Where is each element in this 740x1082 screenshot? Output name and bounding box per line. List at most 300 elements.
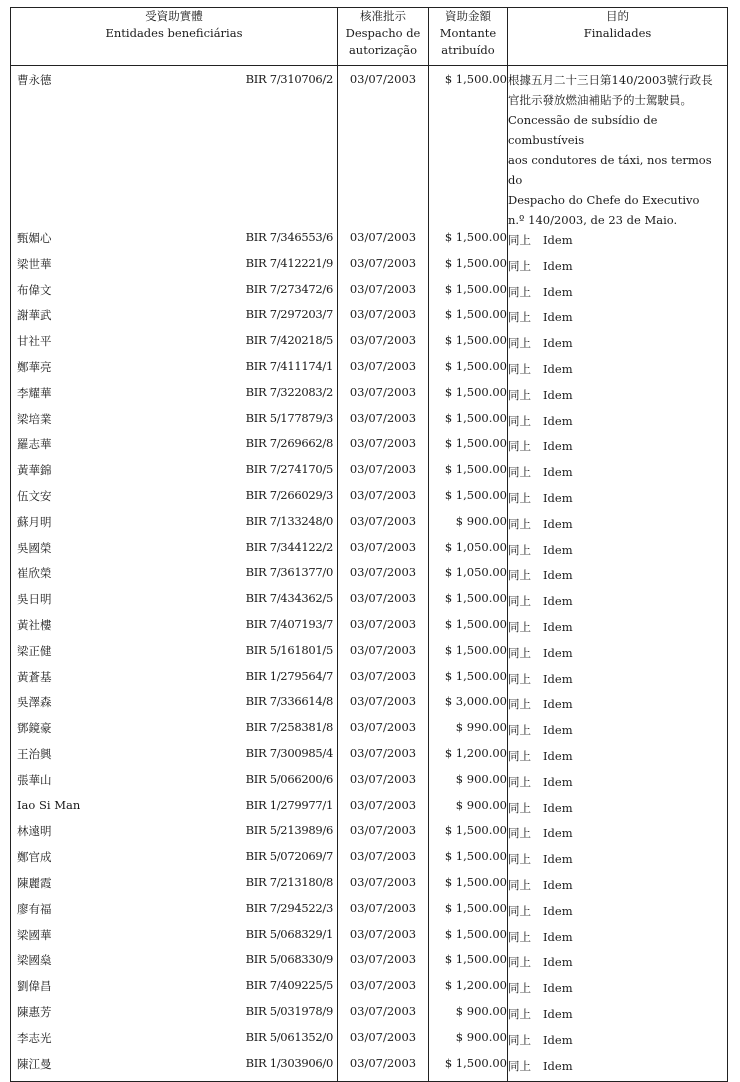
entity-cell	[11, 436, 338, 462]
idem-zh: 同上	[508, 671, 531, 686]
despacho-date: 03/07/2003	[338, 772, 429, 798]
beneficiary-name: 甘社平	[17, 334, 52, 349]
idem-zh: 同上	[508, 955, 531, 970]
amount: $ 1,500.00	[429, 669, 508, 695]
idem-pt: Idem	[543, 310, 573, 325]
entity-cell	[11, 488, 338, 514]
entity-cell	[11, 643, 338, 669]
amount: $ 1,500.00	[429, 256, 508, 282]
bir-number: BIR 7/258381/8	[245, 720, 333, 735]
table-row	[11, 359, 728, 385]
beneficiary-name: 鄭華亮	[17, 359, 52, 374]
beneficiary-name: 陳江曼	[17, 1056, 52, 1071]
amount: $ 1,500.00	[429, 359, 508, 385]
purpose-pt-2: aos condutores de táxi, nos termos do	[508, 153, 712, 187]
idem-pt: Idem	[543, 490, 573, 505]
beneficiary-name: 吳日明	[17, 592, 52, 607]
bir-number: BIR 7/310706/2	[245, 72, 333, 86]
entity-cell	[11, 1004, 338, 1030]
despacho-date: 03/07/2003	[338, 901, 429, 927]
entity-cell	[11, 256, 338, 282]
purpose-cell	[508, 591, 728, 617]
idem-zh: 同上	[508, 336, 531, 351]
table-row	[11, 230, 728, 256]
purpose-cell	[508, 669, 728, 695]
idem-pt: Idem	[543, 1006, 573, 1021]
despacho-date: 03/07/2003	[338, 333, 429, 359]
bir-number: BIR 5/031978/9	[245, 1003, 333, 1018]
purpose-cell	[508, 694, 728, 720]
beneficiary-name: 鄭官成	[17, 850, 52, 865]
purpose-cell	[508, 875, 728, 901]
purpose-cell	[508, 643, 728, 669]
despacho-date: 03/07/2003	[338, 256, 429, 282]
table-row	[11, 333, 728, 359]
purpose-cell	[508, 411, 728, 437]
despacho-date: 03/07/2003	[338, 669, 429, 695]
entity-cell	[11, 1056, 338, 1082]
table-row	[11, 798, 728, 824]
amount: $ 1,500.00	[429, 875, 508, 901]
entity-cell	[11, 669, 338, 695]
bir-number: BIR 7/411174/1	[245, 358, 333, 373]
table-row	[11, 1056, 728, 1082]
idem-zh: 同上	[508, 852, 531, 867]
idem-pt: Idem	[543, 387, 573, 402]
beneficiary-name: 廖有福	[17, 901, 52, 916]
purpose-pt-4: n.º 140/2003, de 23 de Maio.	[508, 213, 678, 227]
beneficiary-name: 甄媚心	[17, 231, 52, 245]
bir-number: BIR 5/177879/3	[245, 410, 333, 425]
idem-zh: 同上	[508, 490, 531, 505]
idem-zh: 同上	[508, 877, 531, 892]
despacho-date: 03/07/2003	[338, 488, 429, 514]
bir-number: BIR 7/322083/2	[245, 384, 333, 399]
bir-number: BIR 7/133248/0	[245, 513, 333, 528]
despacho-date: 03/07/2003	[338, 617, 429, 643]
beneficiary-name: 謝華武	[17, 308, 52, 323]
beneficiary-name: 羅志華	[17, 437, 52, 452]
idem-zh: 同上	[508, 826, 531, 841]
beneficiary-name: 梁國華	[17, 927, 52, 942]
idem-zh: 同上	[508, 697, 531, 712]
idem-pt: Idem	[543, 826, 573, 841]
beneficiary-name: 黃蒼基	[17, 669, 52, 684]
amount: $ 1,500.00	[429, 849, 508, 875]
table-row	[11, 1004, 728, 1030]
amount: $ 1,500.00	[429, 823, 508, 849]
table-row	[11, 875, 728, 901]
header-montante-pt-2: atribuído	[441, 43, 495, 57]
purpose-cell	[508, 282, 728, 308]
despacho-date: 03/07/2003	[338, 436, 429, 462]
despacho-date: 03/07/2003	[338, 1004, 429, 1030]
idem-zh: 同上	[508, 981, 531, 996]
amount: $ 1,500.00	[429, 436, 508, 462]
idem-pt: Idem	[543, 1032, 573, 1047]
idem-pt: Idem	[543, 516, 573, 531]
bir-number: BIR 7/269662/8	[245, 436, 333, 451]
despacho-date: 03/07/2003	[338, 359, 429, 385]
entity-cell	[11, 333, 338, 359]
beneficiary-name: 黃社樓	[17, 617, 52, 632]
idem-zh: 同上	[508, 1006, 531, 1021]
idem-zh: 同上	[508, 387, 531, 402]
idem-pt: Idem	[543, 233, 573, 247]
idem-pt: Idem	[543, 800, 573, 815]
bir-number: BIR 5/213989/6	[245, 823, 333, 838]
beneficiary-name: 陳麗霞	[17, 875, 52, 890]
header-entidades-pt: Entidades beneficiárias	[105, 26, 243, 40]
idem-zh: 同上	[508, 594, 531, 609]
bir-number: BIR 7/409225/5	[245, 978, 333, 993]
idem-pt: Idem	[543, 1058, 573, 1073]
amount: $ 1,500.00	[429, 952, 508, 978]
header-montante-pt-1: Montante	[439, 26, 497, 40]
bir-number: BIR 5/068330/9	[245, 952, 333, 967]
bir-number: BIR 7/274170/5	[245, 462, 333, 477]
idem-pt: Idem	[543, 697, 573, 712]
beneficiary-name: 蘇月明	[17, 514, 52, 529]
beneficiary-name: 陳惠芳	[17, 1004, 52, 1019]
idem-zh: 同上	[508, 774, 531, 789]
table-row	[11, 307, 728, 333]
idem-pt: Idem	[543, 361, 573, 376]
entity-cell	[11, 849, 338, 875]
purpose-cell	[508, 307, 728, 333]
header-fin-pt: Finalidades	[583, 26, 652, 40]
bir-number: BIR 7/434362/5	[245, 591, 333, 606]
purpose-cell	[508, 1056, 728, 1082]
entity-cell	[11, 282, 338, 308]
amount: $ 3,000.00	[429, 694, 508, 720]
bir-number: BIR 7/294522/3	[245, 900, 333, 915]
amount: $ 1,050.00	[429, 565, 508, 591]
despacho-date: 03/07/2003	[338, 385, 429, 411]
table-row	[11, 540, 728, 566]
table-row	[11, 643, 728, 669]
amount: $ 990.00	[429, 720, 508, 746]
despacho-date: 03/07/2003	[338, 823, 429, 849]
bir-number: BIR 5/061352/0	[245, 1029, 333, 1044]
purpose-cell	[508, 514, 728, 540]
beneficiaries-table	[10, 7, 728, 1082]
purpose-cell	[508, 823, 728, 849]
purpose-cell	[508, 1030, 728, 1056]
beneficiary-name: 伍文安	[17, 488, 52, 503]
beneficiary-name: 黃華錦	[17, 463, 52, 478]
table-row	[11, 488, 728, 514]
amount: $ 1,500.00	[429, 307, 508, 333]
purpose-cell	[508, 746, 728, 772]
despacho-date: 03/07/2003	[338, 875, 429, 901]
bir-number: BIR 7/412221/9	[245, 255, 333, 270]
purpose-cell	[508, 66, 728, 231]
bir-number: BIR 7/407193/7	[245, 616, 333, 631]
purpose-cell	[508, 927, 728, 953]
idem-pt: Idem	[543, 568, 573, 583]
entity-cell	[11, 385, 338, 411]
table-row	[11, 720, 728, 746]
despacho-date: 03/07/2003	[338, 565, 429, 591]
purpose-cell	[508, 720, 728, 746]
idem-zh: 同上	[508, 1032, 531, 1047]
idem-pt: Idem	[543, 774, 573, 789]
idem-pt: Idem	[543, 284, 573, 299]
idem-zh: 同上	[508, 748, 531, 763]
purpose-cell	[508, 849, 728, 875]
despacho-date: 03/07/2003	[338, 694, 429, 720]
amount: $ 1,200.00	[429, 978, 508, 1004]
header-montante-zh: 資助金額	[445, 9, 491, 23]
purpose-cell	[508, 230, 728, 256]
table-row	[11, 694, 728, 720]
entity-cell	[11, 952, 338, 978]
beneficiary-name: 曹永德	[17, 73, 52, 87]
table-row	[11, 823, 728, 849]
idem-zh: 同上	[508, 310, 531, 325]
bir-number: BIR 7/213180/8	[245, 874, 333, 889]
idem-zh: 同上	[508, 361, 531, 376]
idem-pt: Idem	[543, 852, 573, 867]
amount: $ 900.00	[429, 1030, 508, 1056]
table-row	[11, 849, 728, 875]
idem-pt: Idem	[543, 748, 573, 763]
entity-cell	[11, 901, 338, 927]
idem-zh: 同上	[508, 903, 531, 918]
despacho-date: 03/07/2003	[338, 978, 429, 1004]
entity-cell	[11, 1030, 338, 1056]
beneficiary-name: 李志光	[17, 1030, 52, 1045]
purpose-zh-2: 官批示發放燃油補貼予的士駕駛員。	[508, 93, 692, 107]
idem-pt: Idem	[543, 439, 573, 454]
idem-pt: Idem	[543, 955, 573, 970]
table-row	[11, 927, 728, 953]
entity-cell	[11, 927, 338, 953]
idem-pt: Idem	[543, 929, 573, 944]
idem-zh: 同上	[508, 619, 531, 634]
despacho-date: 03/07/2003	[338, 411, 429, 437]
entity-cell	[11, 307, 338, 333]
beneficiary-name: 梁培業	[17, 411, 52, 426]
entity-cell	[11, 540, 338, 566]
idem-pt: Idem	[543, 723, 573, 738]
purpose-cell	[508, 256, 728, 282]
amount: $ 1,500.00	[429, 66, 508, 231]
despacho-date: 03/07/2003	[338, 282, 429, 308]
beneficiary-name: 吳澤森	[17, 695, 52, 710]
table-row	[11, 978, 728, 1004]
amount: $ 900.00	[429, 772, 508, 798]
bir-number: BIR 1/279977/1	[245, 797, 333, 812]
amount: $ 1,500.00	[429, 385, 508, 411]
bir-number: BIR 7/297203/7	[245, 307, 333, 322]
amount: $ 1,500.00	[429, 333, 508, 359]
idem-pt: Idem	[543, 336, 573, 351]
entity-cell	[11, 66, 338, 231]
idem-pt: Idem	[543, 619, 573, 634]
table-row	[11, 772, 728, 798]
amount: $ 1,500.00	[429, 901, 508, 927]
amount: $ 1,500.00	[429, 927, 508, 953]
table-row	[11, 617, 728, 643]
entity-cell	[11, 746, 338, 772]
beneficiary-name: Iao Si Man	[17, 797, 81, 812]
amount: $ 1,500.00	[429, 488, 508, 514]
header-despacho-pt-2: autorização	[348, 43, 418, 57]
entity-cell	[11, 462, 338, 488]
despacho-date: 03/07/2003	[338, 514, 429, 540]
despacho-date: 03/07/2003	[338, 643, 429, 669]
idem-zh: 同上	[508, 929, 531, 944]
table-row	[11, 514, 728, 540]
table-row	[11, 952, 728, 978]
entity-cell	[11, 772, 338, 798]
purpose-cell	[508, 1004, 728, 1030]
bir-number: BIR 1/279564/7	[245, 668, 333, 683]
idem-zh: 同上	[508, 233, 531, 247]
purpose-pt-3: Despacho do Chefe do Executivo	[508, 193, 700, 207]
despacho-date: 03/07/2003	[338, 952, 429, 978]
purpose-cell	[508, 798, 728, 824]
table-row	[11, 1030, 728, 1056]
idem-zh: 同上	[508, 723, 531, 738]
purpose-cell	[508, 617, 728, 643]
despacho-date: 03/07/2003	[338, 66, 429, 231]
despacho-date: 03/07/2003	[338, 849, 429, 875]
amount: $ 1,500.00	[429, 1056, 508, 1082]
table-row	[11, 591, 728, 617]
despacho-date: 03/07/2003	[338, 307, 429, 333]
purpose-cell	[508, 952, 728, 978]
idem-zh: 同上	[508, 284, 531, 299]
purpose-cell	[508, 978, 728, 1004]
header-entidades-zh: 受資助實體	[145, 9, 203, 23]
header-despacho-pt-1: Despacho de	[345, 26, 421, 40]
idem-pt: Idem	[543, 258, 573, 273]
purpose-cell	[508, 462, 728, 488]
beneficiary-name: 鄧鏡豪	[17, 721, 52, 736]
table-row	[11, 411, 728, 437]
despacho-date: 03/07/2003	[338, 1056, 429, 1082]
table-row	[11, 436, 728, 462]
purpose-cell	[508, 565, 728, 591]
entity-cell	[11, 978, 338, 1004]
beneficiary-name: 梁世華	[17, 256, 52, 271]
table-row	[11, 669, 728, 695]
bir-number: BIR 7/420218/5	[245, 333, 333, 348]
bir-number: BIR 5/161801/5	[245, 642, 333, 657]
beneficiary-name: 吳國榮	[17, 540, 52, 555]
despacho-date: 03/07/2003	[338, 927, 429, 953]
amount: $ 1,500.00	[429, 411, 508, 437]
bir-number: BIR 7/361377/0	[245, 565, 333, 580]
entity-cell	[11, 565, 338, 591]
amount: $ 900.00	[429, 798, 508, 824]
idem-zh: 同上	[508, 568, 531, 583]
bir-number: BIR 5/068329/1	[245, 926, 333, 941]
header-fin-zh: 目的	[606, 9, 629, 23]
purpose-cell	[508, 385, 728, 411]
header-entidades	[11, 8, 338, 66]
idem-pt: Idem	[543, 413, 573, 428]
despacho-date: 03/07/2003	[338, 591, 429, 617]
entity-cell	[11, 591, 338, 617]
entity-cell	[11, 514, 338, 540]
entity-cell	[11, 798, 338, 824]
table-row	[11, 385, 728, 411]
idem-pt: Idem	[543, 671, 573, 686]
purpose-zh-1: 根據五月二十三日第140/2003號行政長	[508, 73, 713, 87]
table-body	[11, 66, 728, 1082]
idem-zh: 同上	[508, 1058, 531, 1073]
entity-cell	[11, 694, 338, 720]
entity-cell	[11, 875, 338, 901]
idem-pt: Idem	[543, 981, 573, 996]
purpose-cell	[508, 488, 728, 514]
beneficiary-name: 王治興	[17, 746, 52, 761]
bir-number: BIR 7/266029/3	[245, 487, 333, 502]
purpose-cell	[508, 436, 728, 462]
entity-cell	[11, 230, 338, 256]
despacho-date: 03/07/2003	[338, 230, 429, 256]
idem-zh: 同上	[508, 413, 531, 428]
bir-number: BIR 7/273472/6	[245, 281, 333, 296]
amount: $ 1,500.00	[429, 591, 508, 617]
amount: $ 1,200.00	[429, 746, 508, 772]
despacho-date: 03/07/2003	[338, 1030, 429, 1056]
purpose-cell	[508, 333, 728, 359]
idem-pt: Idem	[543, 645, 573, 660]
table-row	[11, 462, 728, 488]
table-row	[11, 66, 728, 231]
idem-pt: Idem	[543, 542, 573, 557]
idem-zh: 同上	[508, 439, 531, 454]
despacho-date: 03/07/2003	[338, 798, 429, 824]
purpose-cell	[508, 772, 728, 798]
bir-number: BIR 7/346553/6	[245, 230, 333, 244]
despacho-date: 03/07/2003	[338, 540, 429, 566]
entity-cell	[11, 359, 338, 385]
header-finalidades	[508, 8, 728, 66]
beneficiary-name: 林遠明	[17, 824, 52, 839]
purpose-cell	[508, 540, 728, 566]
table-row	[11, 282, 728, 308]
amount: $ 1,500.00	[429, 643, 508, 669]
table-row	[11, 746, 728, 772]
bir-number: BIR 5/072069/7	[245, 849, 333, 864]
bir-number: BIR 7/300985/4	[245, 745, 333, 760]
table-row	[11, 901, 728, 927]
idem-zh: 同上	[508, 465, 531, 480]
entity-cell	[11, 411, 338, 437]
bir-number: BIR 7/336614/8	[245, 694, 333, 709]
idem-pt: Idem	[543, 594, 573, 609]
amount: $ 900.00	[429, 514, 508, 540]
purpose-cell	[508, 359, 728, 385]
table-row	[11, 565, 728, 591]
amount: $ 1,500.00	[429, 462, 508, 488]
amount: $ 1,500.00	[429, 282, 508, 308]
purpose-pt-1: Concessão de subsídio de combustíveis	[508, 113, 658, 147]
beneficiary-name: 張華山	[17, 772, 52, 787]
table-header	[11, 8, 728, 66]
entity-cell	[11, 617, 338, 643]
beneficiary-name: 梁國燊	[17, 953, 52, 968]
header-despacho	[338, 8, 429, 66]
idem-zh: 同上	[508, 516, 531, 531]
beneficiary-name: 梁正健	[17, 643, 52, 658]
